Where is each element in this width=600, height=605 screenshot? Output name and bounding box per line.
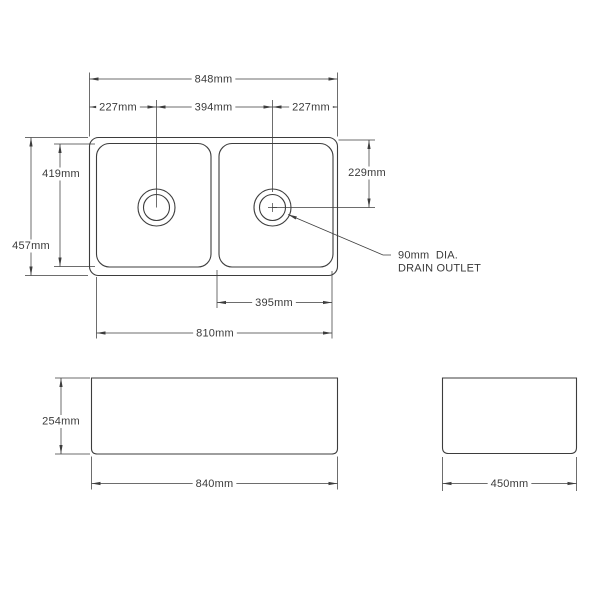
label-overall-width: 848mm	[194, 73, 233, 86]
label-drain-from-back: 229mm	[348, 167, 386, 179]
label-side-depth: 450mm	[490, 478, 529, 490]
label-front-height: 254mm	[42, 415, 80, 428]
label-front-width: 840mm	[195, 478, 234, 490]
plan-view	[90, 138, 338, 276]
label-right-drain-offset: 227mm	[292, 101, 330, 114]
right-bowl	[219, 144, 333, 268]
label-right-bowl-width: 395mm	[255, 297, 293, 309]
label-drain-note-line1: 90mm DIA.	[398, 249, 459, 262]
label-overall-depth: 457mm	[12, 240, 50, 252]
side-view-outline	[443, 378, 577, 454]
dimension-labels	[9, 73, 531, 491]
label-drain-spacing: 394mm	[194, 101, 233, 114]
drain-leader-line	[288, 215, 391, 256]
front-view	[55, 378, 338, 490]
sink-outer-rim	[90, 138, 338, 276]
label-drain-note-line2: DRAIN OUTLET	[398, 262, 482, 275]
front-view-outline	[92, 378, 338, 454]
label-inner-depth: 419mm	[42, 168, 80, 180]
label-left-drain-offset: 227mm	[99, 101, 137, 114]
side-view	[443, 378, 577, 491]
left-bowl	[97, 144, 212, 268]
label-base-width: 810mm	[196, 327, 234, 340]
